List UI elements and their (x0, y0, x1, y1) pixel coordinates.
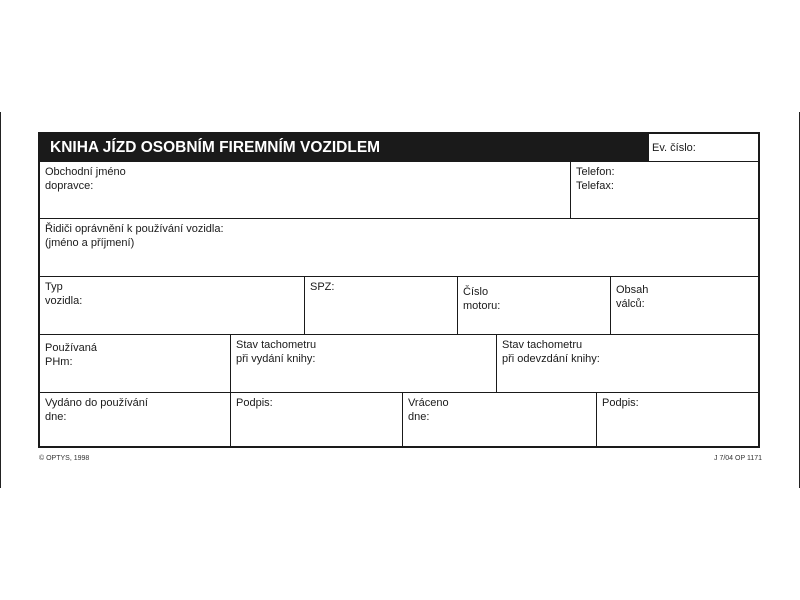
podpis-1-label: Podpis: (236, 397, 273, 409)
returned-label-2: dne: (408, 411, 430, 423)
tacho-return-label-1: Stav tachometru (502, 339, 583, 351)
issued-label-2: dne: (45, 411, 67, 423)
telefax-label: Telefax: (576, 180, 614, 192)
carrier-name-label-2: dopravce: (45, 180, 94, 192)
returned-label-1: Vráceno (408, 397, 449, 409)
engine-number-field[interactable] (457, 277, 610, 334)
spz-field[interactable] (304, 277, 457, 334)
obsah-label-1: Obsah (616, 284, 649, 296)
carrier-name-label-1: Obchodní jméno (45, 166, 126, 178)
form-title: KNIHA JÍZD OSOBNÍM FIREMNÍM VOZIDLEM (40, 134, 648, 161)
phm-label-1: Používaná (45, 342, 97, 354)
typ-label-2: vozidla: (45, 295, 83, 307)
issued-label-1: Vydáno do používání (45, 397, 148, 409)
phm-label-2: PHm: (45, 356, 73, 368)
return-signature-field[interactable] (596, 393, 758, 446)
odometer-return-field[interactable] (496, 335, 758, 392)
issued-date-field[interactable] (40, 393, 230, 446)
issue-signature-field[interactable] (230, 393, 402, 446)
copyright-footer: © OPTYS, 1998 (39, 455, 90, 462)
obsah-label-2: válců: (616, 298, 645, 310)
podpis-2-label: Podpis: (602, 397, 639, 409)
row-carrier (40, 161, 758, 218)
vehicle-type-field[interactable] (40, 277, 304, 334)
tacho-issue-label-2: při vydání knihy: (236, 353, 316, 365)
displacement-field[interactable] (610, 277, 758, 334)
ev-cislo-field[interactable] (648, 134, 760, 161)
row-issue-return (40, 392, 758, 446)
contact-field[interactable] (570, 162, 758, 218)
fuel-type-field[interactable] (40, 335, 230, 392)
authorized-drivers-field[interactable] (40, 219, 758, 276)
row-drivers (40, 218, 758, 276)
left-edge-line (0, 112, 1, 488)
cislo-label-1: Číslo (463, 286, 489, 298)
form-code-footer: J 7/04 OP 1171 (714, 455, 762, 462)
cislo-label-2: motoru: (463, 300, 501, 312)
spz-label: SPZ: (310, 281, 335, 293)
tacho-issue-label-1: Stav tachometru (236, 339, 317, 351)
drivers-label-2: (jméno a příjmení) (45, 237, 135, 249)
drivers-label-1: Řidiči oprávnění k používání vozidla: (45, 223, 224, 235)
ev-cislo-label: Ev. číslo: (652, 142, 696, 154)
telefon-label: Telefon: (576, 166, 615, 178)
returned-date-field[interactable] (402, 393, 596, 446)
tacho-return-label-2: při odevzdání knihy: (502, 353, 600, 365)
carrier-name-field[interactable] (40, 162, 570, 218)
odometer-issue-field[interactable] (230, 335, 496, 392)
typ-label-1: Typ (45, 281, 63, 293)
row-fuel-odometer (40, 334, 758, 392)
row-vehicle (40, 276, 758, 334)
vehicle-logbook-form (38, 132, 760, 448)
